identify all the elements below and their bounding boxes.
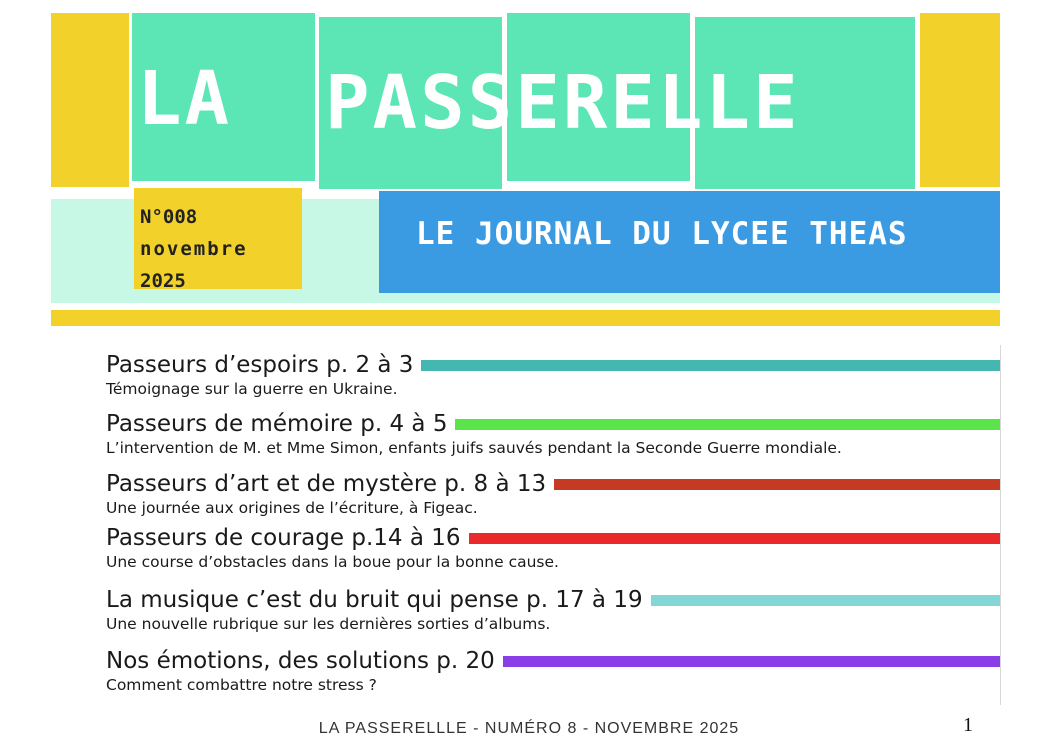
subtitle: LE JOURNAL DU LYCEE THEAS bbox=[416, 216, 908, 252]
masthead-bottom-rule bbox=[51, 310, 1000, 326]
toc-entry-title: Passeurs de mémoire p. 4 à 5 bbox=[106, 411, 448, 437]
toc-entry-title: Passeurs de courage p.14 à 16 bbox=[106, 525, 461, 551]
toc-entry bbox=[106, 585, 1000, 633]
issue-year: 2025 bbox=[140, 270, 186, 292]
toc-entry-bar bbox=[651, 595, 1000, 606]
toc-entry-description: Comment combattre notre stress ? bbox=[106, 676, 377, 694]
toc-entry bbox=[106, 469, 1000, 517]
toc-entry-title: Nos émotions, des solutions p. 20 bbox=[106, 648, 495, 674]
toc-entry-description: Une course d’obstacles dans la boue pour la bonne cause. bbox=[106, 553, 559, 571]
toc-entry-title: La musique c’est du bruit qui pense p. 17 à 19 bbox=[106, 587, 643, 613]
toc-entry-bar bbox=[554, 479, 1000, 490]
right-margin-rule bbox=[1000, 345, 1001, 705]
masthead-yellow-right bbox=[920, 13, 1000, 187]
issue-month: novembre bbox=[140, 238, 248, 260]
issue-number: N°008 bbox=[140, 206, 198, 228]
toc-entry bbox=[106, 350, 1000, 398]
toc-entry-description: Une nouvelle rubrique sur les dernières sorties d’albums. bbox=[106, 615, 551, 633]
toc-entry-title: Passeurs d’espoirs p. 2 à 3 bbox=[106, 352, 414, 378]
title-la: LA bbox=[137, 56, 233, 142]
page-footer: LA PASSERELLLE - NUMÉRO 8 - NOVEMBRE 2025 bbox=[318, 720, 740, 737]
toc-entry bbox=[106, 646, 1000, 694]
toc-entry-description: L’intervention de M. et Mme Simon, enfants juifs sauvés pendant la Seconde Guerre mondiale. bbox=[106, 439, 842, 457]
issue-info bbox=[140, 201, 248, 297]
toc-entry-title: Passeurs d’art et de mystère p. 8 à 13 bbox=[106, 471, 547, 497]
masthead-yellow-left bbox=[51, 13, 129, 187]
toc-entry bbox=[106, 409, 1000, 457]
page-number: 1 bbox=[963, 714, 973, 736]
toc-entry-description: Témoignage sur la guerre en Ukraine. bbox=[106, 380, 398, 398]
toc-entry-description: Une journée aux origines de l’écriture, à Figeac. bbox=[106, 499, 478, 517]
toc-entry-bar bbox=[469, 533, 1000, 544]
toc-entry-bar bbox=[503, 656, 1000, 667]
toc-entry-bar bbox=[421, 360, 1000, 371]
toc-entry-bar bbox=[455, 419, 1000, 430]
toc-entry bbox=[106, 523, 1000, 571]
title-passerelle: PASSERELLE bbox=[325, 60, 801, 146]
